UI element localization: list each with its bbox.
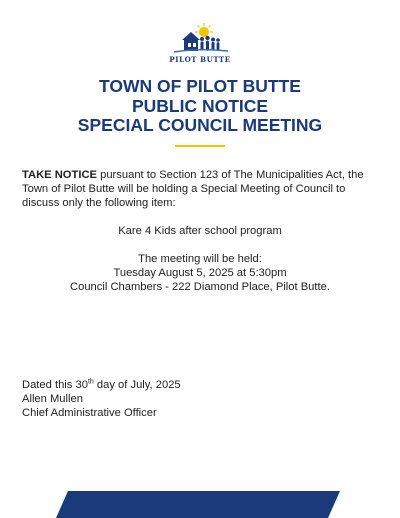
- notice-lead: TAKE NOTICE: [22, 169, 97, 181]
- people-icon: [200, 36, 220, 51]
- dated-prefix: Dated this 30: [22, 379, 88, 391]
- title-town: TOWN OF PILOT BUTTE: [99, 76, 301, 96]
- meeting-location: Council Chambers - 222 Diamond Place, Pilot Butte.: [70, 281, 330, 293]
- dated-suffix: day of July, 2025: [93, 379, 181, 391]
- town-logo: [160, 22, 240, 66]
- house-icon: [182, 32, 200, 51]
- notice-title: [0, 77, 400, 136]
- logo-wordmark: PILOT BUTTE: [169, 55, 231, 64]
- signer-role: Chief Administrative Officer: [22, 407, 157, 420]
- swoosh-icon: [174, 50, 228, 52]
- meeting-intro: The meeting will be held:: [138, 253, 262, 265]
- dated-ordinal: th: [87, 378, 94, 386]
- title-meeting-type: SPECIAL COUNCIL MEETING: [77, 115, 323, 135]
- meeting-datetime: Tuesday August 5, 2025 at 5:30pm: [113, 267, 287, 279]
- sun-icon: [195, 23, 213, 37]
- agenda-item: Kare 4 Kids after school program: [118, 225, 282, 237]
- footer-band: [56, 491, 340, 518]
- notice-paragraph: [22, 168, 382, 211]
- title-divider: [175, 145, 225, 147]
- title-public-notice: PUBLIC NOTICE: [131, 95, 269, 116]
- signer-name: Allen Mullen: [22, 393, 83, 406]
- logo-graphic: [160, 22, 240, 56]
- dated-line: [22, 378, 322, 392]
- signoff-block: [22, 378, 322, 421]
- notice-text: pursuant to Section 123 of The Municipalities Act, the Town of Pilot Butte will be holding a Special Meeting of Council to discuss only the following item:: [22, 169, 364, 210]
